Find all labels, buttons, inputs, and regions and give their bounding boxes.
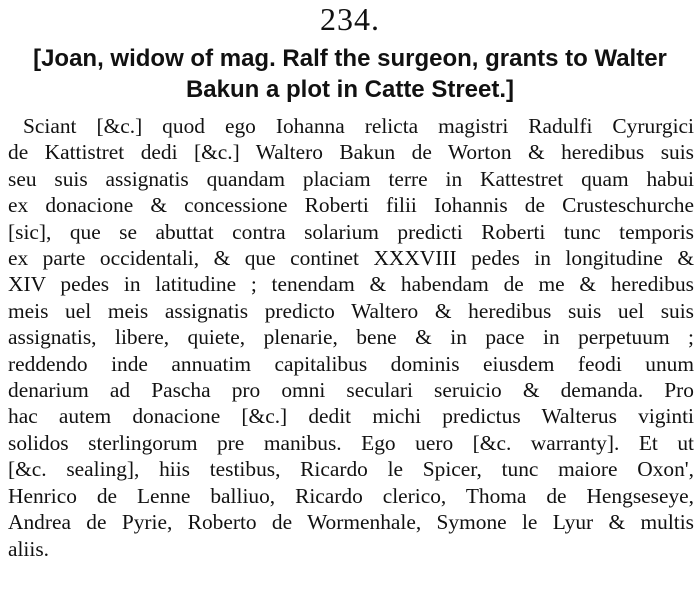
body-line: solidos sterlingorum pre manibus. Ego uero [&c. warranty]. Et ut <box>8 430 694 455</box>
body-line: Henrico de Lenne balliuo, Ricardo clerico, Thoma de Hengseseye, <box>8 483 694 508</box>
body-line: aliis. <box>8 536 49 561</box>
body-line: Sciant [&c.] quod ego Iohanna relicta magistri Radulfi Cyrurgici <box>23 114 694 138</box>
body-line: denarium ad Pascha pro omni seculari seruicio & demanda. Pro <box>8 378 694 403</box>
heading-line: [Joan, widow of mag. Ralf the surgeon, grants to Walter <box>33 45 667 72</box>
body-line: hac autem donacione [&c.] dedit michi predictus Walterus viginti <box>8 404 694 429</box>
body-line: meis uel meis assignatis predicto Waltero & heredibus suis uel suis <box>8 298 694 323</box>
document-number: 234. <box>320 1 380 37</box>
body-line: ex parte occidentali, & que continet XXXVIII pedes in longitudine & <box>8 246 694 271</box>
body-line: [sic], que se abuttat contra solarium predicti Roberti tunc temporis <box>8 219 694 244</box>
heading-line: Bakun a plot in Catte Street.] <box>185 76 515 103</box>
body-line: [&c. sealing], hiis testibus, Ricardo le Spicer, tunc maiore Oxon', <box>8 457 694 482</box>
document-body <box>8 113 694 562</box>
body-line: seu suis assignatis quandam placiam terre in Kattestret quam habui <box>8 166 694 191</box>
body-line: ex donacione & concessione Roberti filii Iohannis de Crusteschurche <box>8 193 694 218</box>
body-line: XIV pedes in latitudine ; tenendam & habendam de me & heredibus <box>8 272 694 297</box>
body-line: reddendo inde annuatim capitalibus dominis eiusdem feodi unum <box>8 351 694 376</box>
document-heading <box>0 43 700 105</box>
body-line: de Kattistret dedi [&c.] Waltero Bakun de Worton & heredibus suis <box>8 140 694 165</box>
body-line: Andrea de Pyrie, Roberto de Wormenhale, Symone le Lyur & multis <box>8 510 694 535</box>
body-line: assignatis, libere, quiete, plenarie, bene & in pace in perpetuum ; <box>8 325 694 350</box>
